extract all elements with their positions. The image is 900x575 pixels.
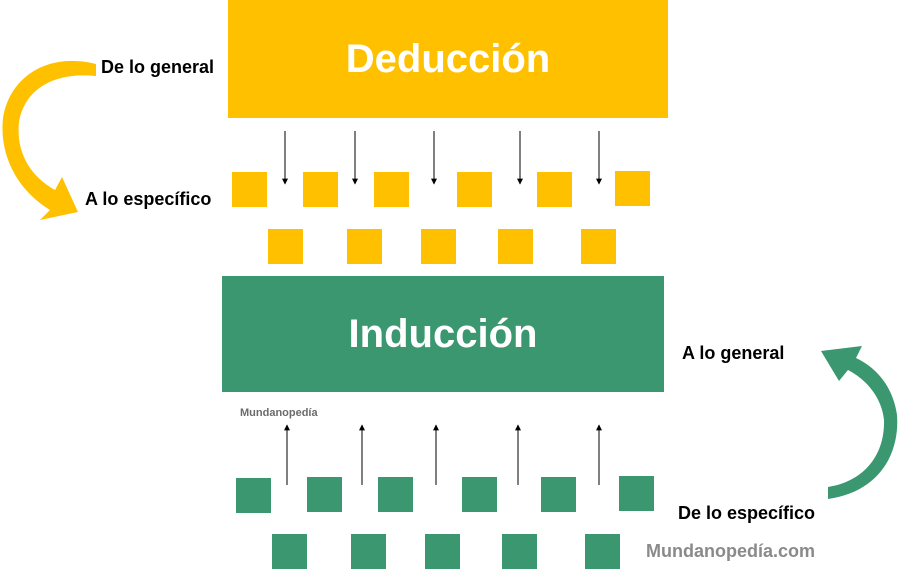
induction-curved-arrow-icon [821, 346, 897, 499]
deduction-from-label: De lo general [101, 57, 215, 77]
deduction-title: Deducción [345, 36, 551, 81]
deduction-to-label: A lo específico [85, 189, 212, 209]
induction-title: Inducción [348, 311, 538, 356]
induction-from-label: De lo específico [678, 503, 816, 523]
deduction-curved-arrow-icon [2, 61, 96, 220]
induction-to-label: A lo general [682, 343, 785, 363]
deduction-down-arrows [285, 131, 599, 184]
watermark-small: Mundanopedía [240, 407, 318, 419]
induction-up-arrows [287, 425, 599, 485]
watermark-large: Mundanopedía.com [646, 541, 816, 561]
